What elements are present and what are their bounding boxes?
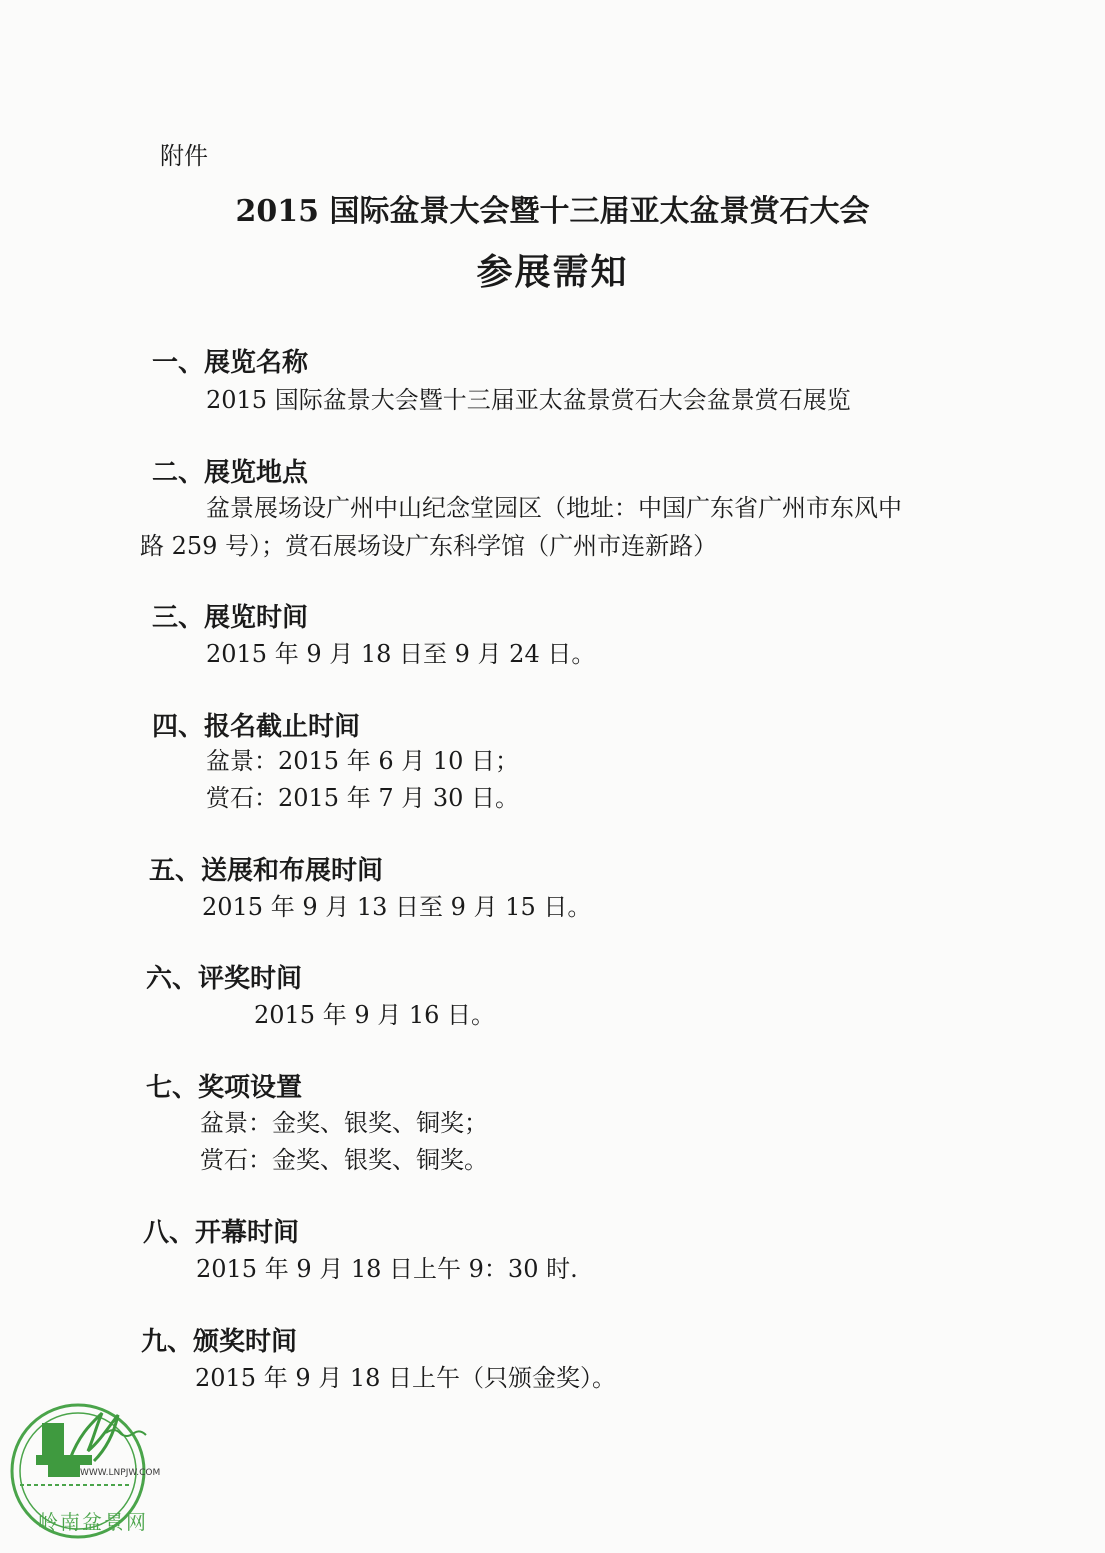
section-1-line-1: 2015 国际盆景大会暨十三届亚太盆景赏石大会盆景赏石展览 [206, 386, 851, 414]
section-6-line-1: 2015 年 9 月 16 日。 [254, 1001, 496, 1029]
document-title: 2015 国际盆景大会暨十三届亚太盆景赏石大会 [235, 194, 870, 229]
section-8-line-1: 2015 年 9 月 18 日上午 9：30 时. [196, 1255, 578, 1283]
section-7-line-1: 盆景：金奖、银奖、铜奖； [200, 1109, 488, 1137]
logo-site-name: 岭南盆景网 [38, 1510, 148, 1534]
section-4-line-2: 赏石：2015 年 7 月 30 日。 [206, 784, 520, 812]
document-subtitle: 参展需知 [476, 251, 629, 293]
section-heading-2: 二、展览地点 [152, 458, 309, 488]
section-heading-6: 六、评奖时间 [146, 964, 303, 994]
section-heading-4: 四、报名截止时间 [152, 712, 361, 742]
section-3-line-1: 2015 年 9 月 18 日至 9 月 24 日。 [206, 640, 596, 668]
section-2-line-2: 路 259 号）；赏石展场设广东科学馆（广州市连新路） [140, 532, 718, 560]
logo-url-text: WWW.LNPJW.COM [80, 1468, 161, 1478]
section-heading-9: 九、颁奖时间 [141, 1327, 298, 1357]
section-4-line-1: 盆景：2015 年 6 月 10 日； [206, 747, 520, 775]
attachment-label: 附件 [160, 142, 208, 170]
section-5-line-1: 2015 年 9 月 13 日至 9 月 15 日。 [202, 893, 592, 921]
section-9-line-1: 2015 年 9 月 18 日上午（只颁金奖）。 [195, 1364, 617, 1392]
section-heading-5: 五、送展和布展时间 [149, 856, 384, 886]
section-heading-8: 八、开幕时间 [143, 1218, 300, 1248]
section-7-line-2: 赏石：金奖、银奖、铜奖。 [200, 1146, 488, 1174]
section-heading-3: 三、展览时间 [152, 603, 309, 633]
section-heading-7: 七、奖项设置 [146, 1073, 303, 1103]
section-2-line-1: 盆景展场设广州中山纪念堂园区（地址：中国广东省广州市东风中 [206, 494, 902, 522]
section-heading-1: 一、展览名称 [152, 348, 309, 378]
